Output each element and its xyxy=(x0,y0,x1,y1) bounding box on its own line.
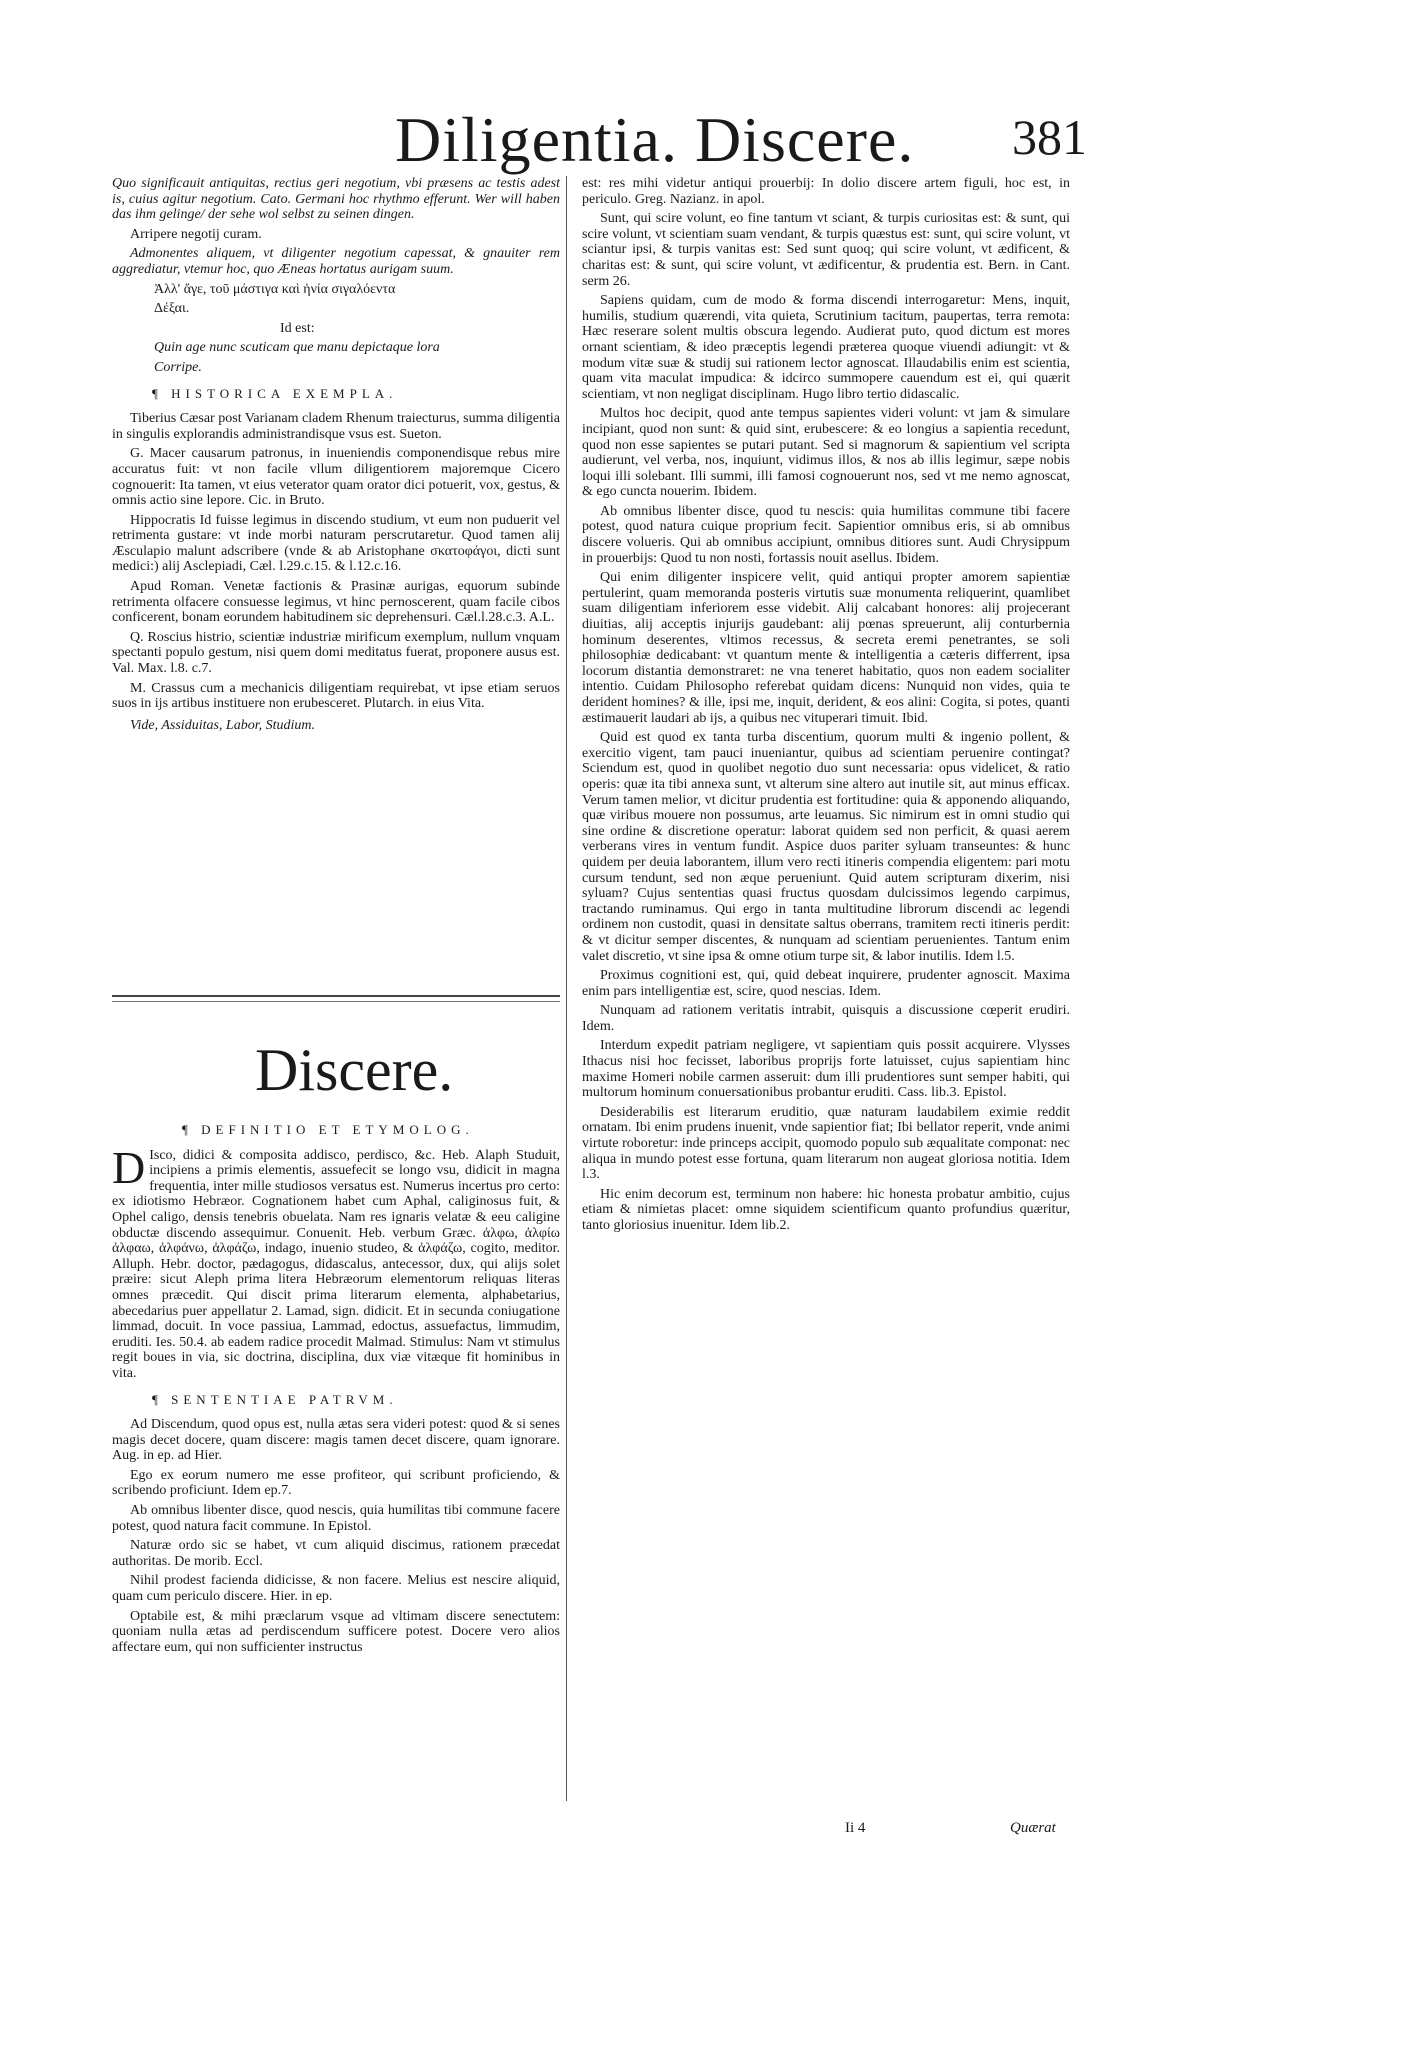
section-heading-definitio: ¶ DEFINITIO ET ETYMOLOG. xyxy=(182,1122,474,1137)
paragraph: Ab omnibus libenter disce, quod nescis, quia humilitas tibi commune facere potest, quod natura facit commune. In Epistol. xyxy=(112,1503,560,1534)
catchword: Quærat xyxy=(1010,1820,1056,1836)
paragraph: Arripere negotij curam. xyxy=(130,226,262,242)
paragraph: Hic enim decorum est, terminum non habere: hic honesta probatur ambitio, cujus etiam & nimietas placet: omne siquidem scientificum quanto profundius quæritur, tanto gloriosius inuenitur. Idem lib.2. xyxy=(582,1186,1070,1233)
paragraph: Ad Discendum, quod opus est, nulla ætas sera videri potest: quod & si senes magis decet docere, quam discere: magis tamen decet discere, quam ignorare. Aug. in ep. ad Hier. xyxy=(112,1417,560,1464)
greek-verse: Ἀλλ' ἄγε, τοῦ μάστιγα καὶ ἡνία σιγαλόεντα xyxy=(154,281,396,297)
left-column-discere xyxy=(112,1112,560,1659)
paragraph: Apud Roman. Venetæ factionis & Prasinæ aurigas, equorum subinde retrimenta olfacere consuesse legimus, vt hinc pernoscerent, quam facile cibos conficerent, bonam eorundem habitudinem sic deprehensuri. Cæl.l.28.c.3. A.L. xyxy=(112,579,560,626)
definition-paragraph xyxy=(112,1141,560,1382)
signature-mark: Ii 4 xyxy=(845,1820,866,1836)
paragraph: Ab omnibus libenter disce, quod tu nescis: quia humilitas commune tibi facere potest, quod natura cuique proprium fecit. Sapientior omnibus eris, si ab omnibus discere volueris. Qui ab omnibus accipiunt, omnibus ditiores sunt. Audi Chrysippum in prouerbijs: Quod tu non nosti, fortassis nouit asellus. Ibidem. xyxy=(582,503,1070,566)
paragraph: M. Crassus cum a mechanicis diligentiam requirebat, vt ipse etiam seruos suos in ijs artibus instituere non erubesceret. Plutarch. in eius Vita. xyxy=(112,680,560,712)
paragraph: Interdum expedit patriam negligere, vt sapientiam quis possit acquirere. Vlysses Ithacus nisi hoc fecisset, laboribus proprijs forte latuisset, cujus sapientiam hinc maxime Homeri nobile carmen asseruit: dum illi prudentiores sunt semper habiti, qui multorum hominum conuersationibus probantur eruditi. Cass. lib.3. Epistol. xyxy=(582,1038,1070,1101)
page-header-title: Diligentia. Discere. xyxy=(395,104,915,175)
section-heading-sententiae: ¶ SENTENTIAE PATRVM. xyxy=(152,1391,398,1407)
paragraph: Hippocratis Id fuisse legimus in discendo studium, vt eum non puduerit vel retrimenta gustare: vt inde morbi naturam perscrutaretur. Quod tamen alij Æsculapio malunt adscribere (vnde & ab Aristophane σκατοφάγοι, dicti sunt medici:) alij Asclepiadi, Cæl. l.29.c.15. & l.12.c.16. xyxy=(112,512,560,575)
page-number: 381 xyxy=(1012,109,1087,165)
paragraph: Optabile est, & mihi præclarum vsque ad vltimam discere senectutem: quoniam nulla ætas ad perdiscendum sufficere potest. Docere vero alios affectare eum, qui non sufficienter instructus xyxy=(112,1608,560,1655)
paragraph: Quid est quod ex tanta turba discentium, quorum multi & ingenio pollent, & exercitio vigent, tam pauci inueniantur, quibus ad scientiam peruenire contingat? Sciendum est, quod in quolibet negotio duo sunt necessaria: opus videlicet, & ratio operis: quæ ita tibi annexa sunt, vt alterum sine altero aut inutile sit, aut minus efficax. Verum tamen melior, vt dicitur prudentia est fortitudine: quia & apponendo aliquando, quæ viribus mouere non possumus, arte leuamus. Sic nimirum est in omni studio qui sine ordine & discretione operatur: laborat quidem sed non perficit, & quasi aerem verberans vires in ventum fundit. Aspice duos pariter syluam transeuntes: & hunc quidem per deuia laborantem, illum vero recti itineris compendia eligentem: pari motu cursum tendunt, sed non æque perueniunt. Quid autem scripturam dixerim, nisi syluam? Cujus sententias quasi fructus quosdam dulcissimos legendo carpimus, tractando ruminamus. Qui ergo in tanta multitudine librorum discendi ac legendi ordinem non custodit, quasi in densitate saltus oberrans, tramitem recti itineris perdit: & vt dicitur semper discentes, & nunquam ad scientiam peruenientes. Tantum enim valet discretio, vt sine ipsa & omne otium turpe sit, & labor inutilis. Idem l.5. xyxy=(582,730,1070,964)
greek-verse: Δέξαι. xyxy=(154,301,190,317)
paragraph: Nihil prodest facienda didicisse, & non facere. Melius est nescire aliquid, quam cum periculo discere. Hier. in ep. xyxy=(112,1573,560,1605)
id-est: Id est: xyxy=(280,320,315,336)
latin-verse: Corripe. xyxy=(154,359,202,375)
section-rule xyxy=(112,995,560,997)
left-column-diligentia xyxy=(112,176,560,737)
paragraph: Sunt, qui scire volunt, eo fine tantum vt sciant, & turpis curiositas est: & sunt, qui scire volunt, vt scientiam suam vendant, & turpis quæstus est: sunt, qui scire volunt, vt sciantur ipsi, & turpis vanitas est: Sed sunt quoq; qui scire volunt, vt ædificent, & charitas est: & sunt, qui scire volunt, vt ædificentur, & prudentia est. Bern. in Cant. serm 26. xyxy=(582,211,1070,289)
paragraph: Q. Roscius histrio, scientiæ industriæ mirificum exemplum, nullum vnquam spectanti populo gestum, nisi quem domi meditatus fuerat, proponere ausus est. Val. Max. l.8. c.7. xyxy=(112,629,560,677)
paragraph: Naturæ ordo sic se habet, vt cum aliquid discimus, rationem præcedat authoritas. De morib. Eccl. xyxy=(112,1538,560,1569)
paragraph: Multos hoc decipit, quod ante tempus sapientes videri volunt: vt jam & simulare incipiant, quod non sunt: & quid sint, erubescere: & eo longius a sapientia recedunt, quod non esse sapientes se putari putant. Sed si magnorum & sapientium vel scripta audierunt, vel verba, nos, inquiunt, vidimus illos, & nos ab illis legimur, sæpe nobis loqui illi solebant. Illi summi, illi famosi cognouerunt nos, sed vt me nemo agnoscat, & ego cuncta nouerim. Ibidem. xyxy=(582,406,1070,500)
right-column xyxy=(582,176,1070,1238)
section-heading-historica: ¶ HISTORICA EXEMPLA. xyxy=(152,385,398,401)
paragraph: Desiderabilis est literarum eruditio, quæ naturam laudabilem eximie reddit ornatam. Ibi enim prudens inuenit, vnde sapientior fiat; Ibi bellator reperit, vnde animi virtute roboretur: inde princeps accipit, quomodo populo sub æqualitate componat: nec aliqua in mundo potest esse fortuna, quam literarum non augeat gloriosa notitia. Idem l.3. xyxy=(582,1104,1070,1183)
paragraph: Qui enim diligenter inspicere velit, quid antiqui propter amorem sapientiæ pertulerint, quam memoranda posteris virtutis suæ monumenta reliquerint, quamlibet suam diligentiam inferiorem esse videbit. Alij calcabant honores: alij projecerant diuitias, alij acceptis injurijs gaudebant: alij pœnas spreuerunt, alij conturbernia hominum deserentes, vltimos recessus, & secreta eremi penetrantes, se soli philosophiæ dedicabant: vt quantum mente & intelligentia a cæteris differrent, ipsa locorum distantia demonstraret: ne vna teneret habitatio, quos non eadem socialiter intentio. Cuidam Philosopho referebat quidam dicens: Nunquid non vides, quia te derident homines? & ille, ipsi me, inquit, derident, & eos alini: Cogita, si potes, quanti æstimauerit laudari ab ijs, a quibus nec vituperari timuit. Ibid. xyxy=(582,570,1070,726)
paragraph: Admonentes aliquem, vt diligenter negotium capessat, & gnauiter rem aggrediatur, vtemur hoc, quo Æneas hortatus aurigam suum. xyxy=(112,246,560,277)
section-rule xyxy=(112,1001,560,1002)
paragraph: Nunquam ad rationem veritatis intrabit, quisquis a discussione cœperit erudiri. Idem. xyxy=(582,1003,1070,1034)
drop-cap: D xyxy=(112,1141,146,1193)
column-divider xyxy=(566,176,567,1801)
latin-verse: Quin age nunc scuticam que manu depictaque lora xyxy=(154,340,440,356)
paragraph: Ego ex eorum numero me esse profiteor, qui scribunt proficiendo, & scribendo proficiunt. Idem ep.7. xyxy=(112,1467,560,1499)
definition-text: Isco, didici & composita addisco, perdisco, &c. Heb. Alaph Studuit, incipiens a primis elementis, assuefecit se longo vsu, didicit in magna frequentia, inter mille studiosos versatus est. Numerus incertus pro certo: ex idiotismo Hebræor. Cognationem habet cum Aphal, caliginosus fuit, & Ophel caligo, densis tenebris obuelata. Nam res ignaris velatæ & eeu caligine obductæ discendo assequimur. Conuenit. Heb. verbum Græc. ἀλφω, ἀλφίω ἀλφαω, ἀλφάνω, ἀλφάζω, indago, inuenio studeo, & ἀλφάζω, cogito, meditor. Alluph. Hebr. doctor, pædagogus, didascalus, antecessor, dux, qui alijs solet præire: sicut Aleph prima litera Hebræorum elementorum reliquas literas omnes præcedit. Qui discit prima literarum elementa, alphabetarius, abecedarius puer appellatur 2. Lamad, sign. didicit. Et in secunda coniugatione limmad, docuit. In voce passiua, Lammad, edoctus, assuefactus, limmudim, eruditi. Ies. 50.4. ab eadem radice procedit Malmad. Stimulus: Nam vt stimulus regit boues in via, sic doctrina, disciplina, dux viæ vitæque fit hominibus in vita. xyxy=(112,1147,560,1381)
paragraph: Proximus cognitioni est, qui, quid debeat inquirere, prudenter agnoscit. Maxima enim pars intelligentiæ est, scire, quod nescias. Idem. xyxy=(582,968,1070,999)
paragraph: G. Macer causarum patronus, in inueniendis componendisque rebus mire accuratus fuit: vt non facile vllum diligentiorem majoremque Cicero cognouerit: Ita tamen, vt eius veterator quam orator dici potuerit, vox, gestus, & omnis actio sine lepore. Cic. in Bruto. xyxy=(112,446,560,509)
paragraph: Tiberius Cæsar post Varianam cladem Rhenum traiecturus, summa diligentia in singulis explorandis administrandisque vsus est. Sueton. xyxy=(112,411,560,442)
cross-reference: Vide, Assiduitas, Labor, Studium. xyxy=(130,717,316,733)
paragraph: Quo significauit antiquitas, rectius geri negotium, vbi præsens ac testis adest is, cuius agitur negotium. Cato. Germani hoc rhythmo efferunt. Wer will haben das ihm gelinge/ der sehe wol selbst zu seinen dingen. xyxy=(112,176,560,223)
paragraph: est: res mihi videtur antiqui prouerbij: In dolio discere artem figuli, hoc est, in periculo. Greg. Nazianz. in apol. xyxy=(582,176,1070,207)
paragraph: Sapiens quidam, cum de modo & forma discendi interrogaretur: Mens, inquit, humilis, studium quærendi, vita quieta, Scrutinium tacitum, paupertas, terra remota: Hæc reserare solent multis obscura legendo. Audierat puto, quod dictum est mores ornant scientiam, & ideo præceptis legendi præterea quoque viuendi adiungit: vt & modum vitæ suæ & studij sui rationem lector agnoscat. Illaudabilis enim est scientia, quam vita maculat impudica: & idcirco summopere cauendum est ei, qui quærit scientiam, vt non negligat disciplinam. Hugo libro tertio didascalic. xyxy=(582,293,1070,402)
entry-heading-discere: Discere. xyxy=(255,1037,454,1103)
